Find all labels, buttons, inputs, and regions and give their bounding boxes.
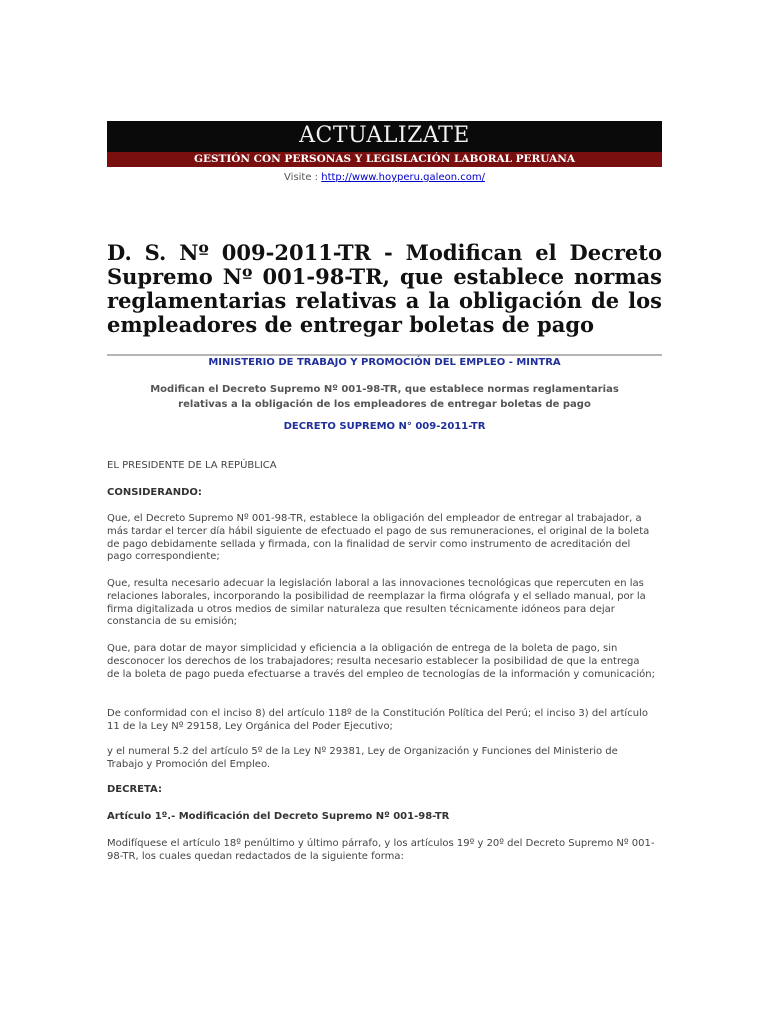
decreta-heading: DECRETA: bbox=[107, 784, 162, 795]
paragraph-4: De conformidad con el inciso 8) del artículo 118º de la Constitución Política del Perú; el inciso 3) del artículo 11 de la Ley Nº 29158, Ley Orgánica del Poder Ejecutivo; bbox=[107, 708, 648, 732]
paragraph-5: y el numeral 5.2 del artículo 5º de la Ley Nº 29381, Ley de Organización y Funciones del Ministerio de Trabajo y Promoción del Empleo. bbox=[107, 746, 618, 770]
banner-subtitle: GESTIÓN CON PERSONAS Y LEGISLACIÓN LABORAL PERUANA bbox=[107, 152, 662, 167]
paragraph-2: Que, resulta necesario adecuar la legislación laboral a las innovaciones tecnológicas que repercuten en las relaciones laborales, incorporando la posibilidad de reemplazar la firma ológrafa y el sellado manual, por la firma digitalizada u otros medios de similar naturaleza que resulten técnicamente idóneos para dejar constancia de su emisión; bbox=[107, 578, 646, 628]
paragraph-3: Que, para dotar de mayor simplicidad y eficiencia a la obligación de entrega de la boleta de pago, sin desconocer los derechos de los trabajadores; resulta necesario establecer la posibilidad de que la entrega de la boleta de pago pueda efectuarse a través del empleo de tecnologías de la información y comunicación; bbox=[107, 643, 656, 680]
article-1-text: Modifíquese el artículo 18º penúltimo y último párrafo, y los artículos 19º y 20º del Decreto Supremo Nº 001-98-TR, los cuales quedan redactados de la siguiente forma: bbox=[107, 838, 655, 862]
decree-number: DECRETO SUPREMO N° 009-2011-TR bbox=[283, 421, 486, 432]
ministry-heading: MINISTERIO DE TRABAJO Y PROMOCIÓN DEL EMPLEO - MINTRA bbox=[208, 357, 561, 368]
visit-label: Visite : bbox=[284, 172, 319, 183]
document-title: D. S. Nº 009-2011-TR - Modifican el Decreto Supremo Nº 001-98-TR, que establece normas reglamentarias relativas a la obligación de los empleadores de entregar boletas de pago bbox=[107, 240, 662, 337]
considerando-heading: CONSIDERANDO: bbox=[107, 487, 202, 498]
article-1-title: Artículo 1º.- Modificación del Decreto Supremo Nº 001-98-TR bbox=[107, 811, 450, 822]
decree-summary bbox=[107, 382, 662, 412]
title-divider bbox=[107, 354, 662, 356]
paragraph-1: Que, el Decreto Supremo Nº 001-98-TR, establece la obligación del empleador de entregar al trabajador, a más tardar el tercer día hábil siguiente de efectuado el pago de sus remuneraciones, el original de la boleta de pago debidamente sellada y firmada, con la finalidad de servir como instrumento de acreditación del pago correspondiente; bbox=[107, 513, 650, 563]
decree-summary-line-2: relativas a la obligación de los empleadores de entregar boletas de pago bbox=[178, 399, 591, 410]
website-link[interactable]: http://www.hoyperu.galeon.com/ bbox=[321, 172, 485, 183]
decree-summary-line-1: Modifican el Decreto Supremo Nº 001-98-TR, que establece normas reglamentarias bbox=[150, 384, 619, 395]
president-line: EL PRESIDENTE DE LA REPÚBLICA bbox=[107, 460, 277, 471]
visit-line bbox=[107, 172, 662, 183]
header-banner bbox=[107, 121, 662, 167]
banner-title: ACTUALIZATE bbox=[299, 123, 470, 148]
